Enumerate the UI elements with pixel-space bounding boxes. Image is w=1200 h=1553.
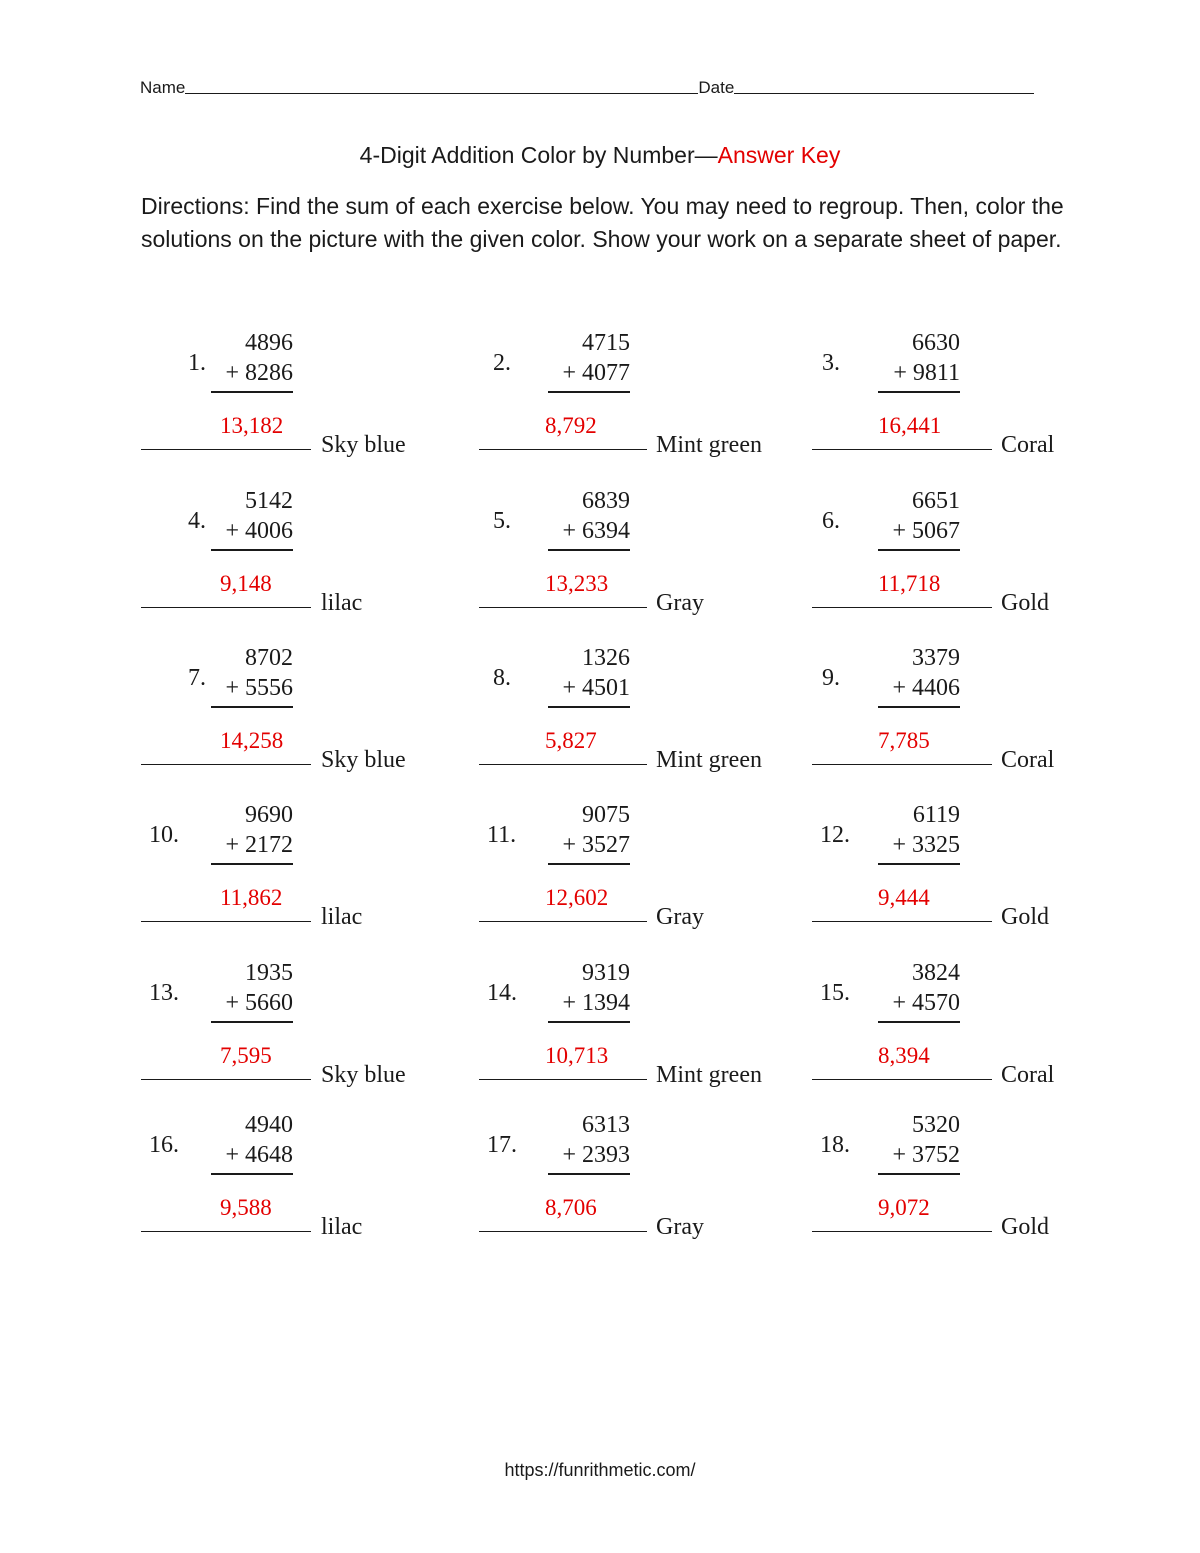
problem-number: 10.: [149, 822, 179, 848]
title-main: 4-Digit Addition Color by Number—: [359, 142, 718, 168]
color-name: Coral: [1001, 1062, 1055, 1088]
answer-value: 12,602: [545, 885, 609, 910]
problem-4: [145, 488, 465, 638]
answer-value: 14,258: [220, 728, 284, 753]
addend-top: 6839: [582, 488, 630, 514]
sum-rule: [211, 1021, 293, 1023]
answer-blank[interactable]: [141, 607, 311, 608]
problem-15: [816, 960, 1136, 1110]
date-field[interactable]: [734, 92, 1034, 94]
sum-rule: [548, 1021, 630, 1023]
addend-top: 3379: [912, 645, 960, 671]
problem-number: 13.: [149, 980, 179, 1006]
sum-rule: [211, 391, 293, 393]
answer-value: 9,588: [220, 1195, 272, 1220]
answer-blank[interactable]: [812, 1079, 992, 1080]
answer-value: 13,233: [545, 571, 609, 596]
problem-number: 6.: [822, 508, 840, 534]
addend-bottom: + 3325: [892, 832, 960, 858]
answer-blank[interactable]: [479, 449, 647, 450]
problem-number: 7.: [188, 665, 206, 691]
sum-rule: [878, 549, 960, 551]
problem-1: [145, 330, 465, 480]
answer-blank[interactable]: [141, 921, 311, 922]
answer-value: 16,441: [878, 413, 942, 438]
problem-5: [483, 488, 803, 638]
color-name: Gold: [1001, 1214, 1049, 1240]
problem-number: 1.: [188, 350, 206, 376]
problem-number: 4.: [188, 508, 206, 534]
footer-url: https://funrithmetic.com/: [504, 1460, 696, 1480]
sum-rule: [878, 1021, 960, 1023]
sum-rule: [211, 706, 293, 708]
color-name: Gray: [656, 590, 704, 616]
sum-rule: [548, 863, 630, 865]
problem-number: 5.: [493, 508, 511, 534]
color-name: Coral: [1001, 432, 1055, 458]
answer-value: 8,706: [545, 1195, 597, 1220]
problem-10: [145, 802, 465, 952]
sum-rule: [211, 863, 293, 865]
addend-bottom: + 2172: [225, 832, 293, 858]
answer-value: 9,148: [220, 571, 272, 596]
title-answer-key: Answer Key: [717, 142, 841, 168]
addend-bottom: + 2393: [562, 1142, 630, 1168]
addend-bottom: + 5067: [892, 518, 960, 544]
addend-bottom: + 8286: [225, 360, 293, 386]
answer-blank[interactable]: [479, 1231, 647, 1232]
answer-value: 9,072: [878, 1195, 930, 1220]
problem-number: 17.: [487, 1132, 517, 1158]
addend-bottom: + 4570: [892, 990, 960, 1016]
date-label: Date: [698, 78, 735, 97]
name-date-line: [140, 72, 1052, 98]
answer-value: 11,718: [878, 571, 941, 596]
addend-top: 1935: [245, 960, 293, 986]
addend-bottom: + 3752: [892, 1142, 960, 1168]
color-name: Coral: [1001, 747, 1055, 773]
addend-top: 4896: [245, 330, 293, 356]
page-title: [0, 142, 1200, 169]
problem-number: 15.: [820, 980, 850, 1006]
color-name: Sky blue: [321, 432, 406, 458]
problem-number: 11.: [487, 822, 517, 848]
color-name: lilac: [321, 590, 363, 616]
addend-bottom: + 6394: [562, 518, 630, 544]
color-name: Mint green: [656, 1062, 762, 1088]
addend-top: 6313: [582, 1112, 630, 1138]
addend-bottom: + 4406: [892, 675, 960, 701]
problem-number: 3.: [822, 350, 840, 376]
addend-top: 4715: [582, 330, 630, 356]
answer-value: 11,862: [220, 885, 283, 910]
problem-8: [483, 645, 803, 795]
answer-blank[interactable]: [479, 1079, 647, 1080]
sum-rule: [548, 1173, 630, 1175]
addend-bottom: + 9811: [893, 360, 960, 386]
color-name: Sky blue: [321, 747, 406, 773]
sum-rule: [548, 549, 630, 551]
problem-number: 18.: [820, 1132, 850, 1158]
addend-top: 9075: [582, 802, 630, 828]
color-name: Gold: [1001, 904, 1049, 930]
name-label: Name: [140, 78, 186, 97]
addend-top: 9319: [582, 960, 630, 986]
color-name: Mint green: [656, 432, 762, 458]
answer-blank[interactable]: [479, 764, 647, 765]
sum-rule: [548, 391, 630, 393]
sum-rule: [878, 706, 960, 708]
addend-top: 6630: [912, 330, 960, 356]
answer-blank[interactable]: [141, 1079, 311, 1080]
problem-11: [483, 802, 803, 952]
directions: [141, 190, 1071, 256]
sum-rule: [878, 1173, 960, 1175]
problem-number: 14.: [487, 980, 517, 1006]
color-name: Sky blue: [321, 1062, 406, 1088]
answer-value: 13,182: [220, 413, 284, 438]
color-name: Gray: [656, 1214, 704, 1240]
directions-text: : Find the sum of each exercise below. You may need to regroup. Then, color the solutions on the picture with the given color. Show your work on a separate sheet of paper.: [141, 193, 1064, 252]
problem-2: [483, 330, 803, 480]
answer-blank[interactable]: [141, 449, 311, 450]
addend-top: 6651: [912, 488, 960, 514]
answer-value: 10,713: [545, 1043, 609, 1068]
answer-value: 7,785: [878, 728, 930, 753]
sum-rule: [878, 391, 960, 393]
answer-blank[interactable]: [812, 921, 992, 922]
answer-value: 8,792: [545, 413, 597, 438]
problem-number: 8.: [493, 665, 511, 691]
problem-17: [483, 1112, 803, 1262]
addend-bottom: + 3527: [562, 832, 630, 858]
addend-bottom: + 4648: [225, 1142, 293, 1168]
problem-9: [816, 645, 1136, 795]
problem-number: 2.: [493, 350, 511, 376]
answer-blank[interactable]: [812, 449, 992, 450]
answer-blank[interactable]: [479, 921, 647, 922]
name-field[interactable]: [185, 92, 698, 94]
color-name: lilac: [321, 1214, 363, 1240]
addend-bottom: + 5660: [225, 990, 293, 1016]
color-name: Mint green: [656, 747, 762, 773]
addend-bottom: + 4501: [562, 675, 630, 701]
answer-blank[interactable]: [812, 1231, 992, 1232]
answer-value: 5,827: [545, 728, 597, 753]
answer-blank[interactable]: [141, 764, 311, 765]
sum-rule: [211, 1173, 293, 1175]
problem-number: 9.: [822, 665, 840, 691]
answer-blank[interactable]: [812, 764, 992, 765]
directions-label: Directions: [141, 193, 244, 219]
addend-bottom: + 4077: [562, 360, 630, 386]
answer-value: 7,595: [220, 1043, 272, 1068]
problem-7: [145, 645, 465, 795]
answer-blank[interactable]: [812, 607, 992, 608]
addend-top: 9690: [245, 802, 293, 828]
addend-bottom: + 1394: [562, 990, 630, 1016]
addend-top: 5320: [912, 1112, 960, 1138]
addend-top: 5142: [245, 488, 293, 514]
addend-top: 1326: [582, 645, 630, 671]
addend-top: 4940: [245, 1112, 293, 1138]
color-name: Gold: [1001, 590, 1049, 616]
problem-13: [145, 960, 465, 1110]
problem-12: [816, 802, 1136, 952]
addend-top: 3824: [912, 960, 960, 986]
problem-3: [816, 330, 1136, 480]
problem-14: [483, 960, 803, 1110]
addend-top: 8702: [245, 645, 293, 671]
answer-value: 8,394: [878, 1043, 930, 1068]
problem-number: 16.: [149, 1132, 179, 1158]
addend-bottom: + 4006: [225, 518, 293, 544]
color-name: Gray: [656, 904, 704, 930]
problem-18: [816, 1112, 1136, 1262]
problem-16: [145, 1112, 465, 1262]
problem-6: [816, 488, 1136, 638]
addend-top: 6119: [912, 802, 960, 828]
answer-blank[interactable]: [479, 607, 647, 608]
sum-rule: [878, 863, 960, 865]
addend-bottom: + 5556: [225, 675, 293, 701]
sum-rule: [548, 706, 630, 708]
answer-blank[interactable]: [141, 1231, 311, 1232]
color-name: lilac: [321, 904, 363, 930]
sum-rule: [211, 549, 293, 551]
answer-value: 9,444: [878, 885, 930, 910]
problem-number: 12.: [820, 822, 850, 848]
